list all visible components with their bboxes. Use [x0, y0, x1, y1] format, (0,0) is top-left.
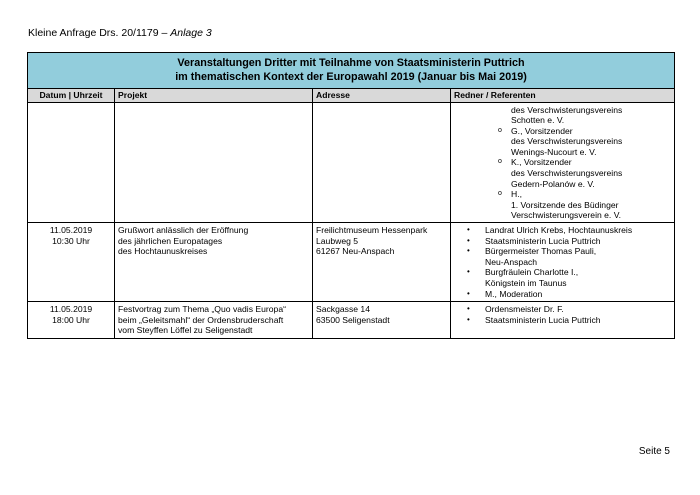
speakers-cell	[451, 102, 675, 223]
address-cell	[313, 102, 451, 223]
document-reference: Kleine Anfrage Drs. 20/1179 –	[28, 27, 168, 39]
column-header-date: Datum | Uhrzeit	[28, 89, 115, 103]
date-cell	[28, 223, 115, 302]
project-cell: Festvortrag zum Thema „Quo vadis Europa“ beim „Geleitsmahl“ der Ordensbruderschaft vom Steyffen Löffel zu Seligenstadt	[115, 302, 313, 339]
list-item: o H., 1. Vorsitzende des Büdinger Verschwisterungsverein e. V.	[498, 189, 622, 221]
table-title	[28, 53, 675, 89]
address-cell: Freilichtmuseum Hessenpark Laubweg 5 61267 Neu-Anspach	[313, 223, 451, 302]
list-item: • Staatsministerin Lucia Puttrich	[467, 235, 601, 246]
event-date: 11.05.2019	[49, 304, 93, 315]
date-cell	[28, 102, 115, 223]
circle-bullet-icon: o	[498, 126, 502, 134]
table-row	[28, 302, 675, 339]
table-row	[28, 102, 675, 223]
bullet-icon: •	[467, 304, 470, 314]
list-item: • Landrat Ulrich Krebs, Hochtaunuskreis	[467, 225, 633, 236]
speaker-list	[454, 225, 671, 299]
events-table	[27, 52, 675, 339]
speakers-cell	[451, 223, 675, 302]
bullet-icon: •	[467, 267, 470, 277]
page-number: Seite 5	[638, 446, 670, 457]
speakers-cell	[451, 302, 675, 339]
list-item: o K., Vorsitzender des Verschwisterungsvereins Gedern-Polanów e. V.	[498, 157, 623, 189]
circle-bullet-icon: o	[498, 158, 502, 166]
list-item: • M., Moderation	[467, 288, 543, 299]
table-title-line: im thematischen Kontext der Europawahl 2019 (Januar bis Mai 2019)	[175, 71, 527, 83]
table-row	[28, 223, 675, 302]
column-header-speakers: Redner / Referenten	[451, 89, 675, 103]
event-time: 10:30 Uhr	[52, 235, 90, 246]
bullet-icon: •	[467, 235, 470, 245]
list-item: • Staatsministerin Lucia Puttrich	[467, 314, 601, 325]
list-item: • Bürgermeister Thomas Pauli, Neu-Anspach	[467, 246, 597, 267]
document-header	[28, 27, 212, 39]
speaker-list	[454, 304, 671, 325]
project-cell: Grußwort anlässlich der Eröffnung des jährlichen Europatages des Hochtaunuskreises	[115, 223, 313, 302]
bullet-icon: •	[467, 314, 470, 324]
column-header-address: Adresse	[313, 89, 451, 103]
project-cell	[115, 102, 313, 223]
list-item: • Ordensmeister Dr. F.	[467, 304, 564, 315]
column-header-project: Projekt	[115, 89, 313, 103]
event-time: 18:00 Uhr	[52, 314, 90, 325]
bullet-icon: •	[467, 246, 470, 256]
list-item: • Burgfräulein Charlotte I., Königstein im Taunus	[467, 267, 579, 288]
column-header-row	[28, 89, 675, 103]
bullet-icon: •	[467, 288, 470, 298]
table-title-line: Veranstaltungen Dritter mit Teilnahme von Staatsministerin Puttrich	[177, 57, 525, 69]
address-cell: Sackgasse 14 63500 Seligenstadt	[313, 302, 451, 339]
annex-label: Anlage 3	[170, 27, 212, 39]
sub-speaker-list	[454, 126, 671, 221]
event-date: 11.05.2019	[49, 225, 93, 236]
continued-text-line: des Verschwisterungsvereins	[511, 104, 623, 115]
circle-bullet-icon: o	[498, 190, 502, 198]
list-item: o G., Vorsitzender des Verschwisterungsvereins Wenings-Nucourt e. V.	[498, 125, 623, 157]
bullet-icon: •	[467, 225, 470, 235]
date-cell	[28, 302, 115, 339]
continued-text-line: Schotten e. V.	[511, 115, 565, 126]
